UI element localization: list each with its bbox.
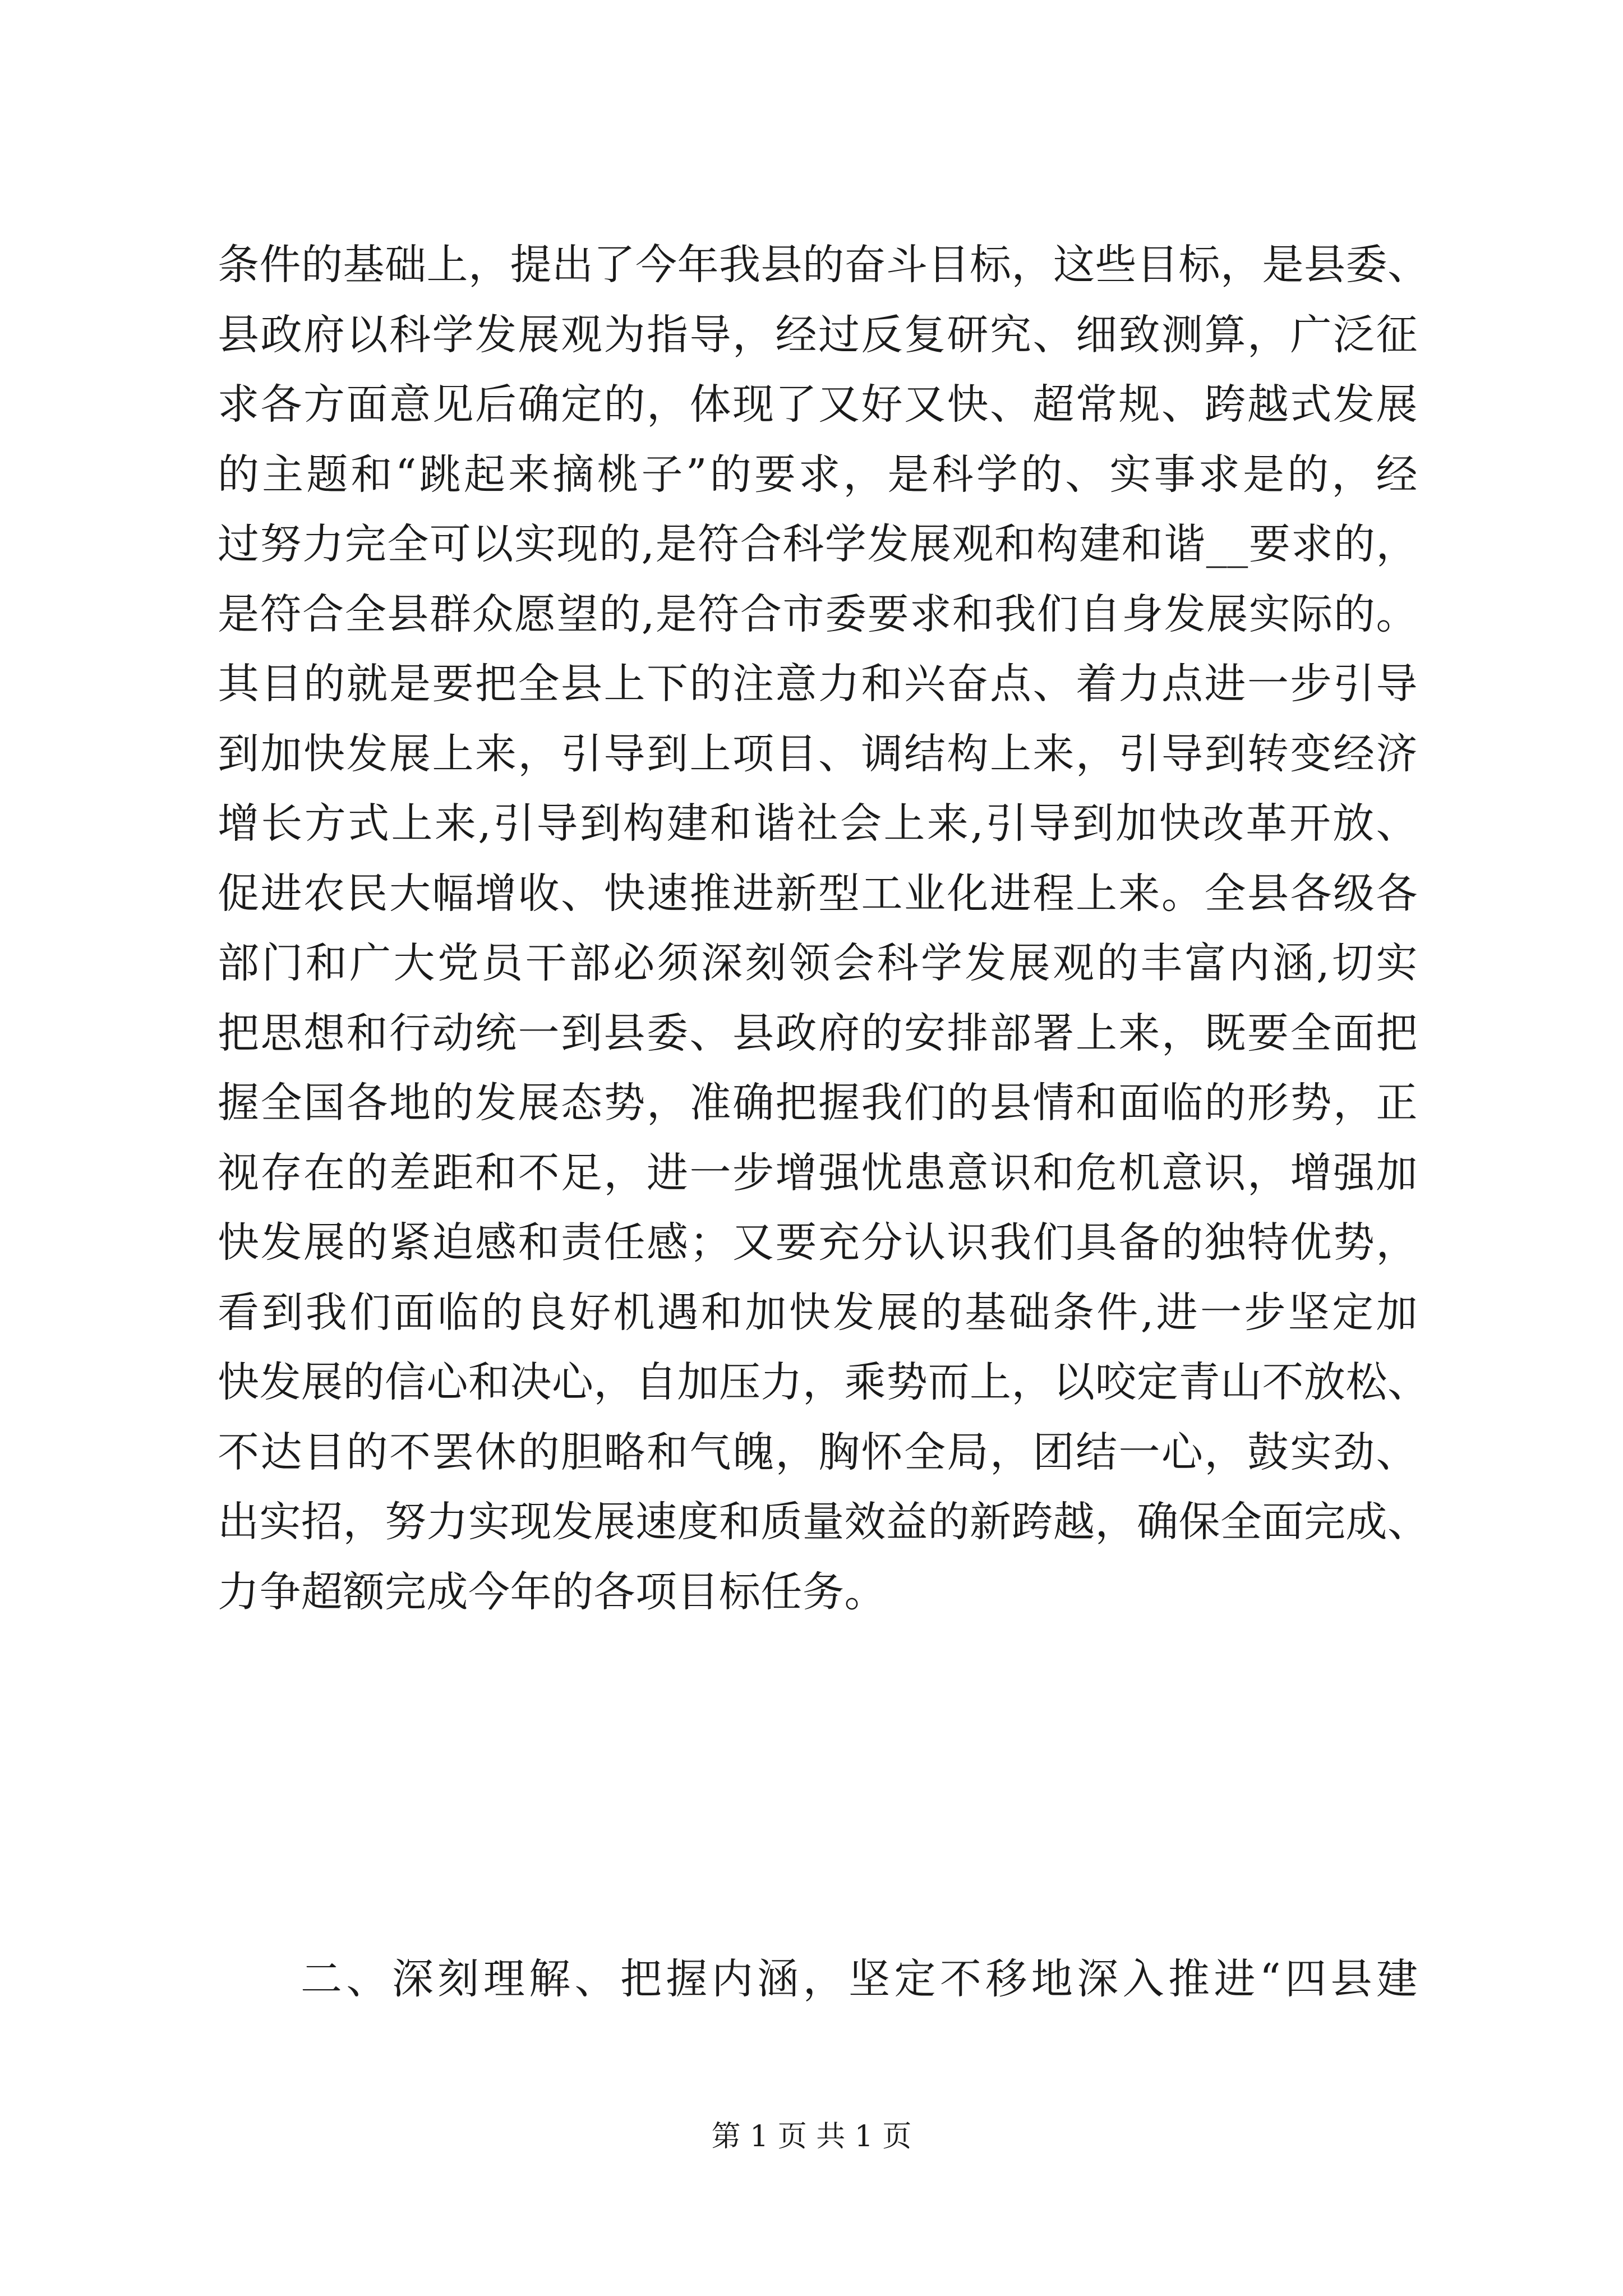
paragraph-line: 看到我们面临的良好机遇和加快发展的基础条件,进一步坚定加 [218, 1288, 1418, 1337]
page-footer: 第 1 页 共 1 页 [711, 2120, 912, 2154]
paragraph-line: 条件的基础上，提出了今年我县的奋斗目标，这些目标，是县委、 [218, 241, 1430, 289]
paragraph-line: 部门和广大党员干部必须深刻领会科学发展观的丰富内涵,切实 [218, 939, 1418, 987]
paragraph-line: 县政府以科学发展观为指导，经过反复研究、细致测算，广泛征 [218, 310, 1418, 359]
paragraph-line: 到加快发展上来，引导到上项目、调结构上来，引导到转变经济 [218, 729, 1418, 778]
section-heading: 二、深刻理解、把握内涵，坚定不移地深入推进“四县建 [301, 1955, 1418, 2003]
paragraph-line: 把思想和行动统一到县委、县政府的安排部署上来，既要全面把 [218, 1009, 1418, 1057]
paragraph-line: 其目的就是要把全县上下的注意力和兴奋点、着力点进一步引导 [218, 660, 1418, 708]
paragraph-line: 增长方式上来,引导到构建和谐社会上来,引导到加快改革开放、 [218, 799, 1418, 848]
paragraph-line: 出实招，努力实现发展速度和质量效益的新跨越，确保全面完成、 [218, 1498, 1430, 1546]
paragraph-line: 不达目的不罢休的胆略和气魄，胸怀全局，团结一心，鼓实劲、 [218, 1428, 1418, 1476]
paragraph-line: 力争超额完成今年的各项目标任务。 [218, 1567, 886, 1616]
paragraph-line: 握全国各地的发展态势，准确把握我们的县情和面临的形势，正 [218, 1079, 1418, 1127]
paragraph-line: 快发展的信心和决心，自加压力，乘势而上，以咬定青山不放松、 [218, 1358, 1430, 1406]
paragraph-line: 视存在的差距和不足，进一步增强忧患意识和危机意识，增强加 [218, 1148, 1418, 1197]
body-paragraph [218, 230, 1430, 1627]
paragraph-line: 是符合全县群众愿望的,是符合市委要求和我们自身发展实际的。 [218, 590, 1418, 638]
paragraph-line: 的主题和“跳起来摘桃子”的要求，是科学的、实事求是的，经 [218, 450, 1418, 499]
paragraph-line: 过努力完全可以实现的,是符合科学发展观和构建和谐__要求的， [218, 520, 1418, 568]
paragraph-line: 快发展的紧迫感和责任感；又要充分认识我们具备的独特优势， [218, 1218, 1418, 1267]
paragraph-line: 求各方面意见后确定的，体现了又好又快、超常规、跨越式发展 [218, 380, 1418, 429]
paragraph-line: 促进农民大幅增收、快速推进新型工业化进程上来。全县各级各 [218, 869, 1418, 918]
